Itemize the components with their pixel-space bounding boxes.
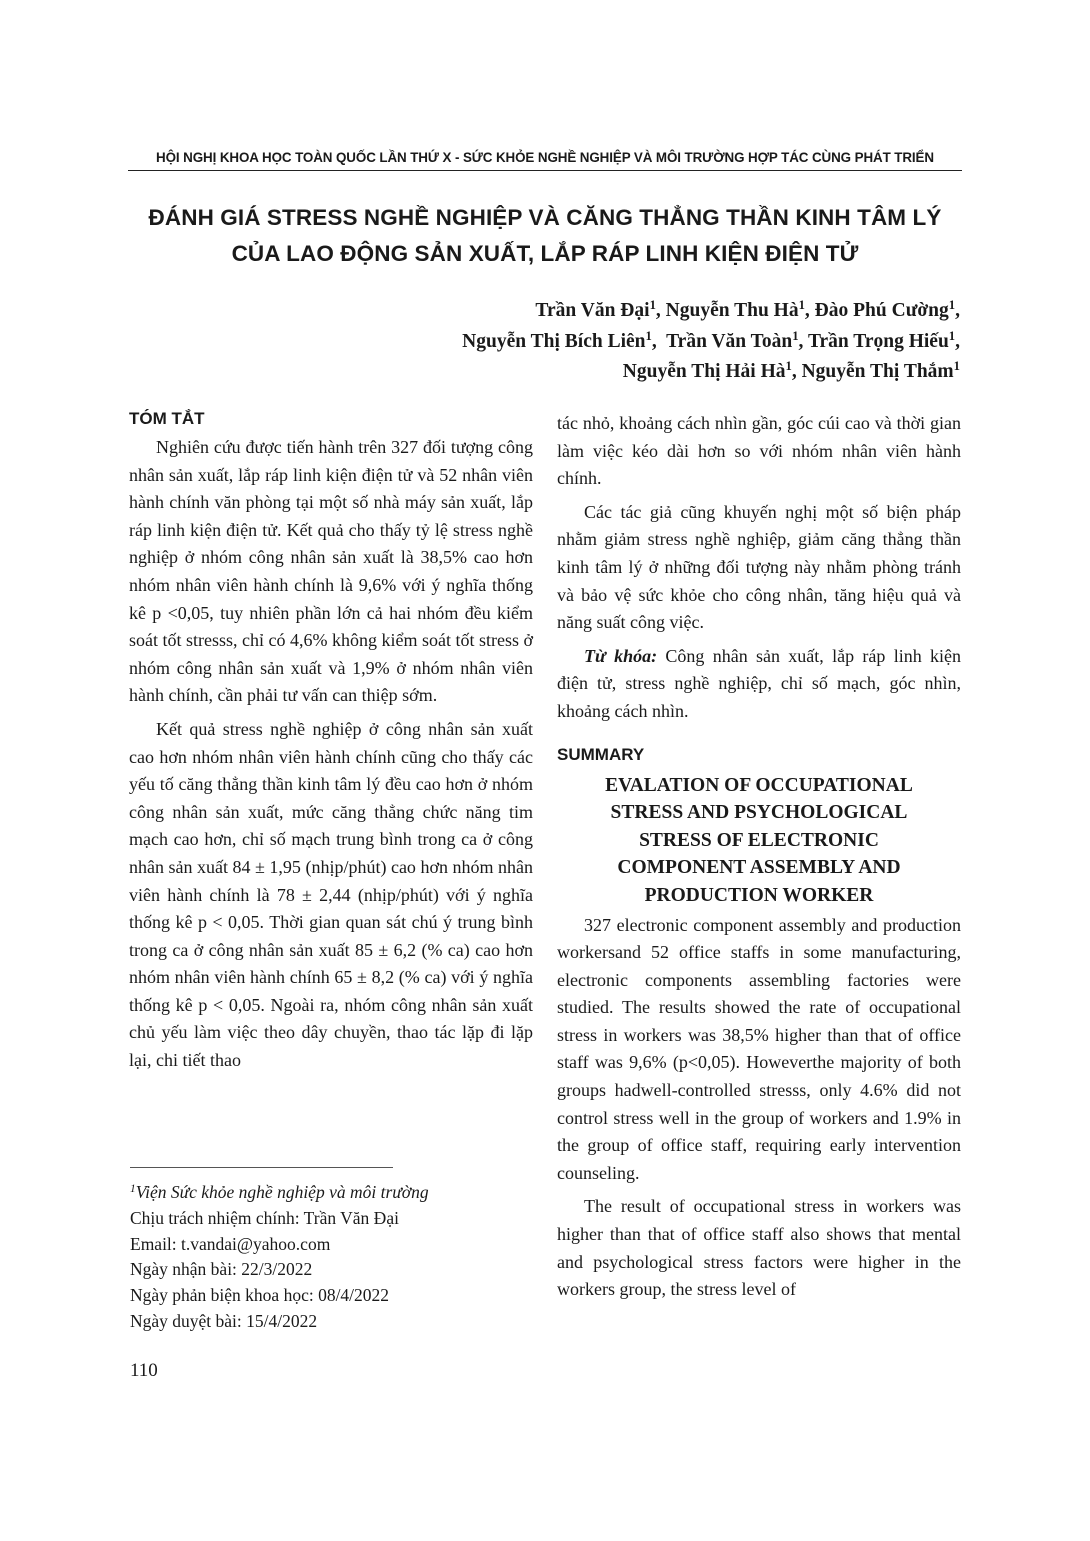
running-header: HỘI NGHỊ KHOA HỌC TOÀN QUỐC LẦN THỨ X - SỨC KHỎE NGHỀ NGHIỆP VÀ MÔI TRƯỜNG HỢP TÁC CÙNG PHÁT TRIỂN [156, 150, 934, 165]
author-affiliation-mark: 1 [948, 328, 956, 343]
author-name: Nguyễn Thị Thắm [801, 361, 954, 382]
footnote-responsible-author: Chịu trách nhiệm chính: Trần Văn Đại [130, 1207, 399, 1228]
affiliation-text: Viện Sức khỏe nghề nghiệp và môi trường [135, 1182, 429, 1202]
abstract-paragraph: Kết quả stress nghề nghiệp ở công nhân sản xuất cao hơn nhóm nhân viên hành chính cũng cho thấy các yếu tố căng thẳng thần kinh tâm lý đều cao hơn ở nhóm công nhân sản xuất, mức căng thẳng chức năng tim mạch cao hơn, chỉ số mạch trung bình trong ca ở công nhân sản xuất 84 ± 1,95 (nhịp/phút) cao hơn nhóm nhân viên hành chính là 78 ± 2,44 (nhịp/phút) với ý nghĩa thống kê p < 0,05. Thời gian quan sát chú ý trung bình trong ca ở công nhân sản xuất 85 ± 6,2 (% ca) cao hơn nhóm nhân viên hành chính 65 ± 8,2 (% ca) với ý nghĩa thống kê p < 0,05. Ngoài ra, nhóm công nhân sản xuất chủ yếu làm việc theo dây chuyền, thao tác lặp đi lặp lại, chi tiết thao [129, 718, 533, 1071]
author-name: Trần Văn Toàn [666, 330, 793, 352]
author-name: Nguyễn Thị Hải Hà [622, 361, 786, 382]
summary-title-line: STRESS AND PSYCHOLOGICAL [610, 802, 908, 824]
left-column [129, 404, 533, 1081]
summary-paragraph: The result of occupational stress in workers was higher than that of office staff also shows that mental and psychological stress factors were higher in the workers group, the stress level of [557, 1196, 961, 1300]
abstract-paragraph: Các tác giả cũng khuyến nghị một số biện pháp nhằm giảm stress nghề nghiệp, giảm căng thẳng thần kinh tâm lý ở những đối tượng này nhằm phòng tránh và bảo vệ sức khỏe cho công nhân, tăng hiệu quả và năng suất công việc. [557, 501, 961, 633]
summary-title-line: STRESS OF ELECTRONIC [639, 829, 879, 851]
footnote-accepted-date: Ngày duyệt bài: 15/4/2022 [130, 1310, 318, 1331]
footnote-email: Email: t.vandai@yahoo.com [130, 1233, 331, 1254]
title-line-2: CỦA LAO ĐỘNG SẢN XUẤT, LẮP RÁP LINH KIỆN ĐIỆN TỬ [231, 241, 859, 266]
right-column [557, 410, 961, 1310]
author-affiliation-mark: 1 [785, 359, 792, 374]
title-line-1: ĐÁNH GIÁ STRESS NGHỀ NGHIỆP VÀ CĂNG THẲNG THẦN KINH TÂM LÝ [148, 205, 942, 230]
summary-title-line: EVALATION OF OCCUPATIONAL [605, 774, 913, 796]
author-name: Nguyễn Thu Hà [665, 300, 799, 321]
summary-title-line: COMPONENT ASSEMBLY AND [617, 857, 901, 879]
footnote-review-date: Ngày phản biện khoa học: 08/4/2022 [130, 1285, 390, 1306]
author-line-3: Nguyễn Thị Hải $Hà^1$, Nguyễn Thị Thắm$^1$ [622, 359, 960, 382]
keywords-label: Từ khóa: [584, 645, 658, 666]
summary-paragraph: 327 electronic component assembly and production workersand 52 office staffs in some manufacturing, electronic components assembling factories were studied. The results showed the rate of occupational stress in workers was 38,5% higher than that of office staff was 9,6% (p<0,05). Howeverthe majority of both groups hadwell-controlled stresss, only 4.6% did not control stress well in the group of workers and 1.9% in the group of office staff, requiring early intervention counseling. [557, 914, 961, 1183]
footnote-affiliation-mark: 1 [130, 1182, 136, 1195]
author-line-1: Trần Văn Đại$^1$, Nguyễn Thu $Hà^1$, Đào Phú Cường$^1$, [535, 298, 960, 321]
header-divider [128, 170, 962, 171]
author-affiliation-mark: 1 [645, 328, 652, 343]
author-line-2: Nguyễn Thị Bích Liên$^1$, Trần Văn Toàn$^1$, Trần Trọng Hiếu$^1$, [462, 328, 960, 352]
summary-title-line: PRODUCTION WORKER [644, 884, 874, 906]
summary-heading: SUMMARY [557, 744, 645, 764]
footnote-received-date: Ngày nhận bài: 22/3/2022 [130, 1259, 313, 1280]
abstract-heading: TÓM TẮT [129, 409, 205, 428]
paper-title [110, 200, 980, 272]
author-list [160, 296, 960, 388]
author-name: Nguyễn Thị Bích Liên [462, 330, 646, 352]
author-affiliation-mark: 1 [649, 298, 656, 313]
author-affiliation-mark: 1 [948, 298, 956, 313]
author-affiliation-mark: 1 [792, 328, 799, 343]
page-number: 110 [130, 1360, 158, 1381]
abstract-paragraph: Nghiên cứu được tiến hành trên 327 đối tượng công nhân sản xuất, lắp ráp linh kiện điện tử và 52 nhân viên hành chính văn phòng tại một số nhà máy sản xuất, lắp ráp linh kiện điện tử. Kết quả cho thấy tỷ lệ stress nghề nghiệp ở nhóm công nhân sản xuất là 38,5% cao hơn nhóm nhân viên hành chính là 9,6% với ý nghĩa thống kê p <0,05, tuy nhiên phần lớn cả hai nhóm đều kiểm soát tốt stresss, chỉ có 4,6% không kiểm soát tốt stress ở nhóm công nhân sản xuất và 1,9% ở nhóm nhân viên hành chính, cần phải tư vấn can thiệp sớm. [129, 437, 533, 706]
author-affiliation-mark: 1 [798, 298, 805, 313]
author-name: Trần Văn Đại [535, 300, 650, 321]
keywords-text: Công nhân sản xuất, lắp ráp linh kiện điện tử, stress nghề nghiệp, chỉ số mạch, góc nhìn, khoảng cách nhìn. [557, 645, 961, 721]
keywords [557, 643, 961, 726]
author-name: Đào Phú Cường [814, 300, 949, 321]
abstract-paragraph-continued: tác nhỏ, khoảng cách nhìn gần, góc cúi cao và thời gian làm việc kéo dài hơn so với nhóm nhân viên hành chính. [557, 413, 961, 489]
summary-title [557, 772, 961, 910]
footnotes [130, 1180, 550, 1335]
author-name: Trần Trọng Hiếu [807, 330, 949, 352]
footnote-divider [130, 1167, 393, 1168]
author-affiliation-mark: 1 [953, 359, 960, 374]
footnote-affiliation [130, 1180, 550, 1206]
